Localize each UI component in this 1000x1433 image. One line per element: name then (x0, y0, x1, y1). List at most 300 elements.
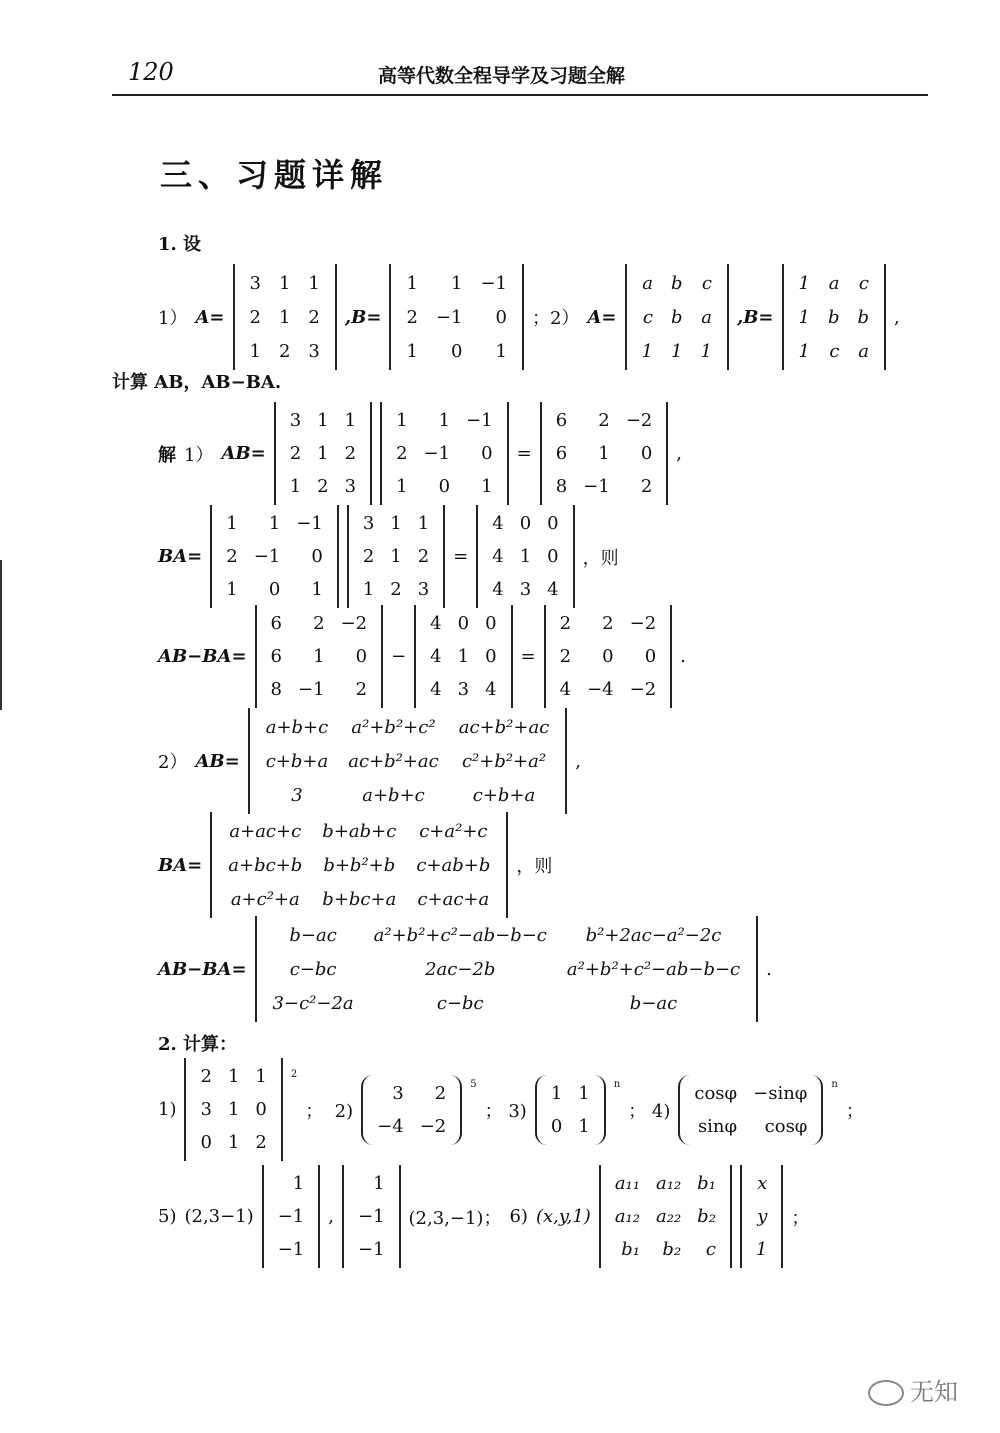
matrix-cell: −2 (629, 613, 657, 634)
matrix-row (633, 334, 721, 368)
matrix-row (790, 300, 879, 334)
item-1: 1) (158, 1099, 177, 1120)
matrix-cell: a+c²+a (230, 888, 300, 910)
matrix-row (263, 640, 376, 673)
matrix-row (263, 986, 751, 1020)
matrix-row (484, 507, 566, 540)
matrix-row (282, 470, 364, 503)
matrix-cell: 0 (485, 646, 497, 667)
then-text: ，则 (516, 856, 553, 877)
matrix-cell: b+bc+a (322, 888, 397, 910)
matrix-cell: 1 (641, 340, 653, 362)
matrix-cell: c+b+a (472, 784, 536, 806)
xy1-vec: (x,y,1) (535, 1206, 591, 1227)
matrix-cell: a+ac+c (229, 820, 302, 842)
matrix-cell: b (670, 306, 683, 328)
then-text: ，则 (582, 547, 619, 569)
task-text: 计算 AB，AB−BA. (112, 372, 282, 393)
matrix-cell: 1 (308, 272, 320, 294)
matrix-cell: c−bc (289, 958, 337, 980)
matrix-cell: 1 (227, 1066, 240, 1087)
matrix-cell: y (757, 1206, 768, 1227)
matrix-table (355, 507, 437, 606)
matrix-cell: 1 (396, 476, 408, 497)
watermark (868, 1372, 958, 1407)
matrix-row (192, 1060, 274, 1093)
row-vec: (2,3−1) (184, 1206, 254, 1227)
matrix-cell: c (705, 1239, 716, 1260)
matrix-cell: 0 (640, 443, 653, 464)
matrix-row (607, 1233, 724, 1266)
equals: = (453, 546, 469, 567)
matrix-cell: 1 (578, 1082, 590, 1104)
matrix-cell: b−ac (289, 924, 337, 946)
matrix-cell: −1 (297, 679, 325, 700)
matrix-cell: 1 (450, 272, 463, 294)
matrix-cell: 0 (547, 513, 559, 534)
matrix-table (369, 1077, 454, 1143)
comma: , (894, 306, 900, 328)
matrix-cell: 1 (317, 443, 329, 464)
matrix-cell: 3 (289, 410, 302, 431)
matrix-table (192, 1060, 274, 1159)
sep: ； 2) (305, 1100, 354, 1122)
matrix-cell: 2 (249, 306, 261, 328)
problem-1-matrices (158, 264, 900, 370)
matrix-cell: x (757, 1173, 768, 1194)
matrix-cell: 0 (450, 340, 463, 362)
matrix-row (355, 540, 437, 573)
matrix-row (218, 573, 331, 606)
matrix-cell: 1 (481, 476, 493, 497)
matrix-row (263, 673, 376, 706)
matrix-cell: a₁₁ (614, 1173, 640, 1194)
item-6: 6) (509, 1206, 528, 1227)
semicolon: ； (791, 1207, 810, 1229)
matrix-cell: 1 (362, 579, 375, 600)
matrix-cell: 1 (292, 1173, 305, 1194)
solution-label: 解 (158, 444, 176, 466)
matrix-cell: b (827, 306, 840, 328)
matrix-row (218, 814, 500, 848)
matrix-cell: 2 (640, 476, 653, 497)
matrix-cell: 0 (481, 443, 493, 464)
matrix-cell: −1 (466, 410, 493, 431)
matrix-cell: 4 (492, 546, 504, 567)
A-label: A= (195, 306, 225, 328)
matrix-cell: 0 (550, 1115, 563, 1137)
matrix-row (397, 334, 516, 368)
B-label: ,B= (344, 306, 382, 328)
matrix-m3 (535, 1075, 606, 1145)
matrix-row (355, 573, 437, 606)
matrix-cell: 2 (396, 443, 408, 464)
equals: = (520, 646, 536, 667)
matrix-cell: 2 (362, 546, 375, 567)
matrix-cell: a²+b²+c²−ab−b−c (566, 958, 741, 980)
matrix-cell: 1 (406, 340, 418, 362)
matrix-row (633, 300, 721, 334)
matrix-cell: 3 (457, 679, 470, 700)
matrix-cell: 0 (355, 646, 368, 667)
matrix-cell: 4 (430, 679, 442, 700)
solution-BA (158, 505, 619, 608)
matrix-cell: 1 (578, 1115, 590, 1137)
matrix-cell: 0 (495, 306, 507, 328)
matrix-row (369, 1110, 454, 1143)
matrix-cell: 1 (457, 646, 470, 667)
matrix-row (633, 266, 721, 300)
matrix-cell: 2 (344, 443, 357, 464)
section-title: 三、习题详解 (160, 156, 389, 194)
matrix-cell: b₁ (621, 1239, 640, 1260)
matrix-cell: 2 (255, 1132, 267, 1153)
matrix-table (686, 1077, 815, 1143)
matrix-row (552, 640, 665, 673)
matrix-A1-copy2 (347, 505, 445, 608)
ABmBA2-label: AB−BA= (158, 958, 247, 980)
matrix-cell: 2 (559, 613, 572, 634)
matrix-table (633, 266, 721, 368)
matrix-cell: a (828, 272, 840, 294)
matrix-cell: 6 (270, 646, 282, 667)
matrix-table (548, 404, 661, 503)
matrix-cell: 1 (317, 410, 329, 431)
matrix-cell: 1 (755, 1239, 768, 1260)
matrix-B1-copy2 (210, 505, 339, 608)
matrix-m4 (678, 1075, 823, 1145)
matrix-m2 (361, 1075, 462, 1145)
matrix-table (270, 1167, 313, 1266)
matrix-AB2 (248, 708, 568, 814)
matrix-table (388, 404, 501, 503)
matrix-table (748, 1167, 775, 1266)
exp-5: 5 (470, 1079, 477, 1090)
matrix-row (790, 266, 879, 300)
matrix-cell: 1 (373, 1173, 385, 1194)
ABmBA-label: AB−BA= (158, 646, 247, 667)
matrix-row (790, 334, 879, 368)
solution-AB (158, 402, 682, 505)
matrix-row (263, 918, 751, 952)
matrix-cell: 1 (249, 340, 261, 362)
matrix-cell: 1 (417, 513, 430, 534)
matrix-cell: 0 (311, 546, 323, 567)
matrix-cell: sinφ (697, 1115, 738, 1137)
matrix-cell: 1 (226, 513, 238, 534)
matrix-cell: a+b+c (362, 784, 425, 806)
matrix-cell: a (642, 272, 653, 294)
matrix-BA (476, 505, 574, 608)
matrix-cell: 1 (406, 272, 418, 294)
q1-label: 1） (158, 308, 188, 329)
matrix-cell: 1 (798, 272, 810, 294)
matrix-cell: 1 (671, 340, 683, 362)
problem-2-row2 (158, 1165, 809, 1268)
matrix-table (263, 607, 376, 706)
matrix-cell: a²+b²+c² (351, 716, 436, 738)
matrix-cell: −1 (277, 1239, 305, 1260)
matrix-row (397, 300, 516, 334)
matrix-cell: b²+2ac−a²−2c (585, 924, 722, 946)
matrix-B1-copy (380, 402, 509, 505)
matrix-cell: a²+b²+c²−ab−b−c (373, 924, 547, 946)
header-rule (112, 94, 928, 96)
matrix-cell: 2 (559, 646, 572, 667)
matrix-cell: b₂ (662, 1239, 682, 1260)
matrix-cell: b₁ (697, 1173, 716, 1194)
matrix-row (263, 952, 751, 986)
matrix-cell: b (670, 272, 683, 294)
matrix-cell: 4 (492, 513, 504, 534)
matrix-cell: 4 (430, 646, 442, 667)
matrix-cell: 2 (313, 613, 325, 634)
col-vec-2 (342, 1165, 401, 1268)
matrix-row (256, 710, 560, 744)
comma: , (676, 443, 682, 464)
matrix-row (686, 1110, 815, 1143)
matrix-cell: a₁₂ (656, 1173, 682, 1194)
matrix-AB-copy (255, 605, 384, 708)
matrix-cell: 8 (270, 679, 282, 700)
matrix-cell: 2ac−2b (425, 958, 496, 980)
sep: ； (845, 1100, 864, 1122)
period: . (766, 958, 772, 980)
matrix-cell: 1 (227, 1099, 240, 1120)
matrix-cell: 2 (406, 306, 418, 328)
matrix-m1 (184, 1058, 282, 1161)
matrix-row (388, 437, 501, 470)
matrix-row (241, 300, 329, 334)
q2-label: ；2） (531, 308, 580, 329)
matrix-cell: −1 (480, 272, 507, 294)
matrix-row (607, 1200, 724, 1233)
matrix-row (543, 1077, 598, 1110)
matrix-row (192, 1126, 274, 1159)
matrix-row (422, 640, 504, 673)
matrix-cell: 1 (227, 1132, 240, 1153)
matrix-cell: a₂₂ (656, 1206, 682, 1227)
matrix-cell: 6 (270, 613, 282, 634)
matrix-cell: ac+b²+ac (348, 750, 439, 772)
matrix-row (484, 540, 566, 573)
matrix-cell: 2 (434, 1082, 447, 1104)
matrix-row (388, 404, 501, 437)
matrix-table (256, 710, 560, 812)
B2-label: ,B= (736, 306, 774, 328)
matrix-table (282, 404, 364, 503)
matrix-cell: 3 (344, 476, 357, 497)
matrix-row (218, 540, 331, 573)
matrix-cell: 1 (700, 340, 712, 362)
matrix-cell: c+ab+b (416, 854, 491, 876)
sep: ； 3) (484, 1100, 527, 1122)
matrix-row (548, 470, 661, 503)
matrix-cell: 3 (417, 579, 430, 600)
problem-2-row1 (158, 1058, 864, 1161)
matrix-row (241, 266, 329, 300)
matrix-cell: b+ab+c (322, 820, 397, 842)
matrix-cell: b₂ (697, 1206, 716, 1227)
matrix-cell: 4 (485, 679, 497, 700)
matrix-cell: c+ac+a (417, 888, 490, 910)
matrix-cell: ac+b²+ac (458, 716, 550, 738)
AB-label: AB= (221, 443, 266, 464)
matrix-row (548, 404, 661, 437)
matrix-ABmBA2 (255, 916, 759, 1022)
matrix-cell: 0 (644, 646, 657, 667)
running-title: 高等代数全程导学及习题全解 (378, 65, 626, 87)
matrix-cell: 0 (438, 476, 451, 497)
matrix-cell: b (857, 306, 870, 328)
matrix-cell: 1 (396, 410, 408, 431)
matrix-cell: 1 (313, 646, 325, 667)
matrix-row (607, 1167, 724, 1200)
matrix-cell: 3 (392, 1082, 404, 1104)
matrix-cell: 1 (255, 1066, 267, 1087)
row-vec-2: (2,3,−1)； (408, 1207, 502, 1229)
matrix-row (422, 607, 504, 640)
matrix-row (397, 266, 516, 300)
matrix-B1 (389, 264, 524, 370)
matrix-cell: 1 (311, 579, 323, 600)
matrix-table (543, 1077, 598, 1143)
matrix-cell: 4 (430, 613, 442, 634)
matrix-cell: 3 (200, 1099, 212, 1120)
exp-n: n (831, 1079, 838, 1090)
matrix-cell: cosφ (694, 1082, 738, 1104)
solution-ABmBA2 (158, 916, 772, 1022)
matrix-cell: 3 (249, 272, 261, 294)
matrix-cell: 2 (308, 306, 320, 328)
matrix-row (218, 848, 500, 882)
matrix-cell: −4 (377, 1115, 404, 1137)
matrix-row (369, 1077, 454, 1110)
matrix-cell: −1 (253, 546, 281, 567)
matrix-cell: 1 (390, 546, 402, 567)
matrix-A2 (625, 264, 729, 370)
matrix-cell: 1 (550, 1082, 563, 1104)
matrix-cell: 3−c²−2a (272, 992, 354, 1014)
matrix-cell: b+b²+b (323, 854, 396, 876)
matrix-cell: 0 (519, 513, 532, 534)
minus: − (391, 646, 407, 667)
matrix-table (218, 814, 500, 916)
page-number: 120 (128, 58, 174, 86)
matrix-cell: 1 (390, 513, 402, 534)
matrix-row (270, 1167, 313, 1200)
matrix-row (484, 573, 566, 606)
matrix-cell: −2 (625, 410, 653, 431)
matrix-cell: 1 (798, 306, 810, 328)
matrix-BA2 (210, 812, 508, 918)
matrix-cell: 1 (438, 410, 451, 431)
matrix-cell: c (701, 272, 712, 294)
BA2-label: BA= (158, 854, 203, 876)
matrix-cell: 3 (519, 579, 532, 600)
solution-BA2 (158, 812, 552, 918)
matrix-A1-copy (274, 402, 372, 505)
matrix-cell: 2 (226, 546, 238, 567)
matrix-cell: −1 (583, 476, 610, 497)
matrix-cell: 2 (417, 546, 430, 567)
matrix-row (270, 1233, 313, 1266)
matrix-cell: a (701, 306, 712, 328)
matrix-cell: c (858, 272, 870, 294)
matrix-cell: c+a²+c (419, 820, 488, 842)
matrix-A1 (233, 264, 337, 370)
sep: ； 4) (628, 1100, 671, 1122)
matrix-cell: 2 (598, 410, 610, 431)
matrix-cell: a+b+c (265, 716, 329, 738)
matrix-BA-copy (414, 605, 512, 708)
matrix-row (350, 1167, 393, 1200)
matrix-cell: 4 (547, 579, 559, 600)
matrix-table (607, 1167, 724, 1266)
matrix-cell: 0 (457, 613, 470, 634)
period: . (680, 646, 686, 667)
matrix-cell: 1 (495, 340, 507, 362)
problem-1-label: 1. 设 (158, 234, 202, 255)
matrix-table (350, 1167, 393, 1266)
matrix-cell: 2 (200, 1066, 212, 1087)
problem-2-label: 2. 计算： (158, 1034, 238, 1055)
matrix-cell: 2 (355, 679, 368, 700)
matrix-cell: 2 (602, 613, 614, 634)
matrix-cell: c²+b²+a² (461, 750, 547, 772)
matrix-B2 (782, 264, 887, 370)
matrix-row (241, 334, 329, 368)
matrix-cell: 6 (555, 443, 568, 464)
matrix-cell: −1 (296, 513, 323, 534)
matrix-cell: −2 (419, 1115, 447, 1137)
wechat-icon (868, 1380, 904, 1406)
watermark-text: 无知 (910, 1378, 958, 1406)
matrix-cell: −1 (357, 1239, 385, 1260)
matrix-cell: −1 (357, 1206, 385, 1227)
matrix-cell: c−bc (436, 992, 484, 1014)
matrix-cell: −1 (435, 306, 463, 328)
matrix-table (790, 266, 879, 368)
matrix-cell: 4 (492, 579, 504, 600)
item-5: 5) (158, 1206, 177, 1227)
matrix-table (397, 266, 516, 368)
matrix-cell: 0 (602, 646, 614, 667)
matrix-row (282, 437, 364, 470)
matrix-cell: 1 (278, 272, 291, 294)
matrix-row (552, 673, 665, 706)
matrix-cell: 0 (255, 1099, 267, 1120)
solution-ABmBA (158, 605, 686, 708)
comma: , (575, 750, 582, 772)
matrix-cell: 1 (344, 410, 357, 431)
matrix-row (748, 1233, 775, 1266)
matrix-cell: 3 (308, 340, 320, 362)
matrix-cell: 6 (555, 410, 568, 431)
matrix-cell: c (642, 306, 653, 328)
matrix-cell: cosφ (764, 1115, 808, 1137)
matrix-cell: 2 (278, 340, 291, 362)
matrix-row (256, 744, 560, 778)
matrix-cell: 0 (200, 1132, 212, 1153)
comma: , (328, 1206, 334, 1227)
matrix-row (256, 778, 560, 812)
exp-2: 2 (290, 1069, 298, 1080)
col-vec (262, 1165, 321, 1268)
matrix-cell: c+b+a (265, 750, 329, 772)
matrix-cell: 1 (519, 546, 532, 567)
solution-AB2 (158, 708, 581, 814)
